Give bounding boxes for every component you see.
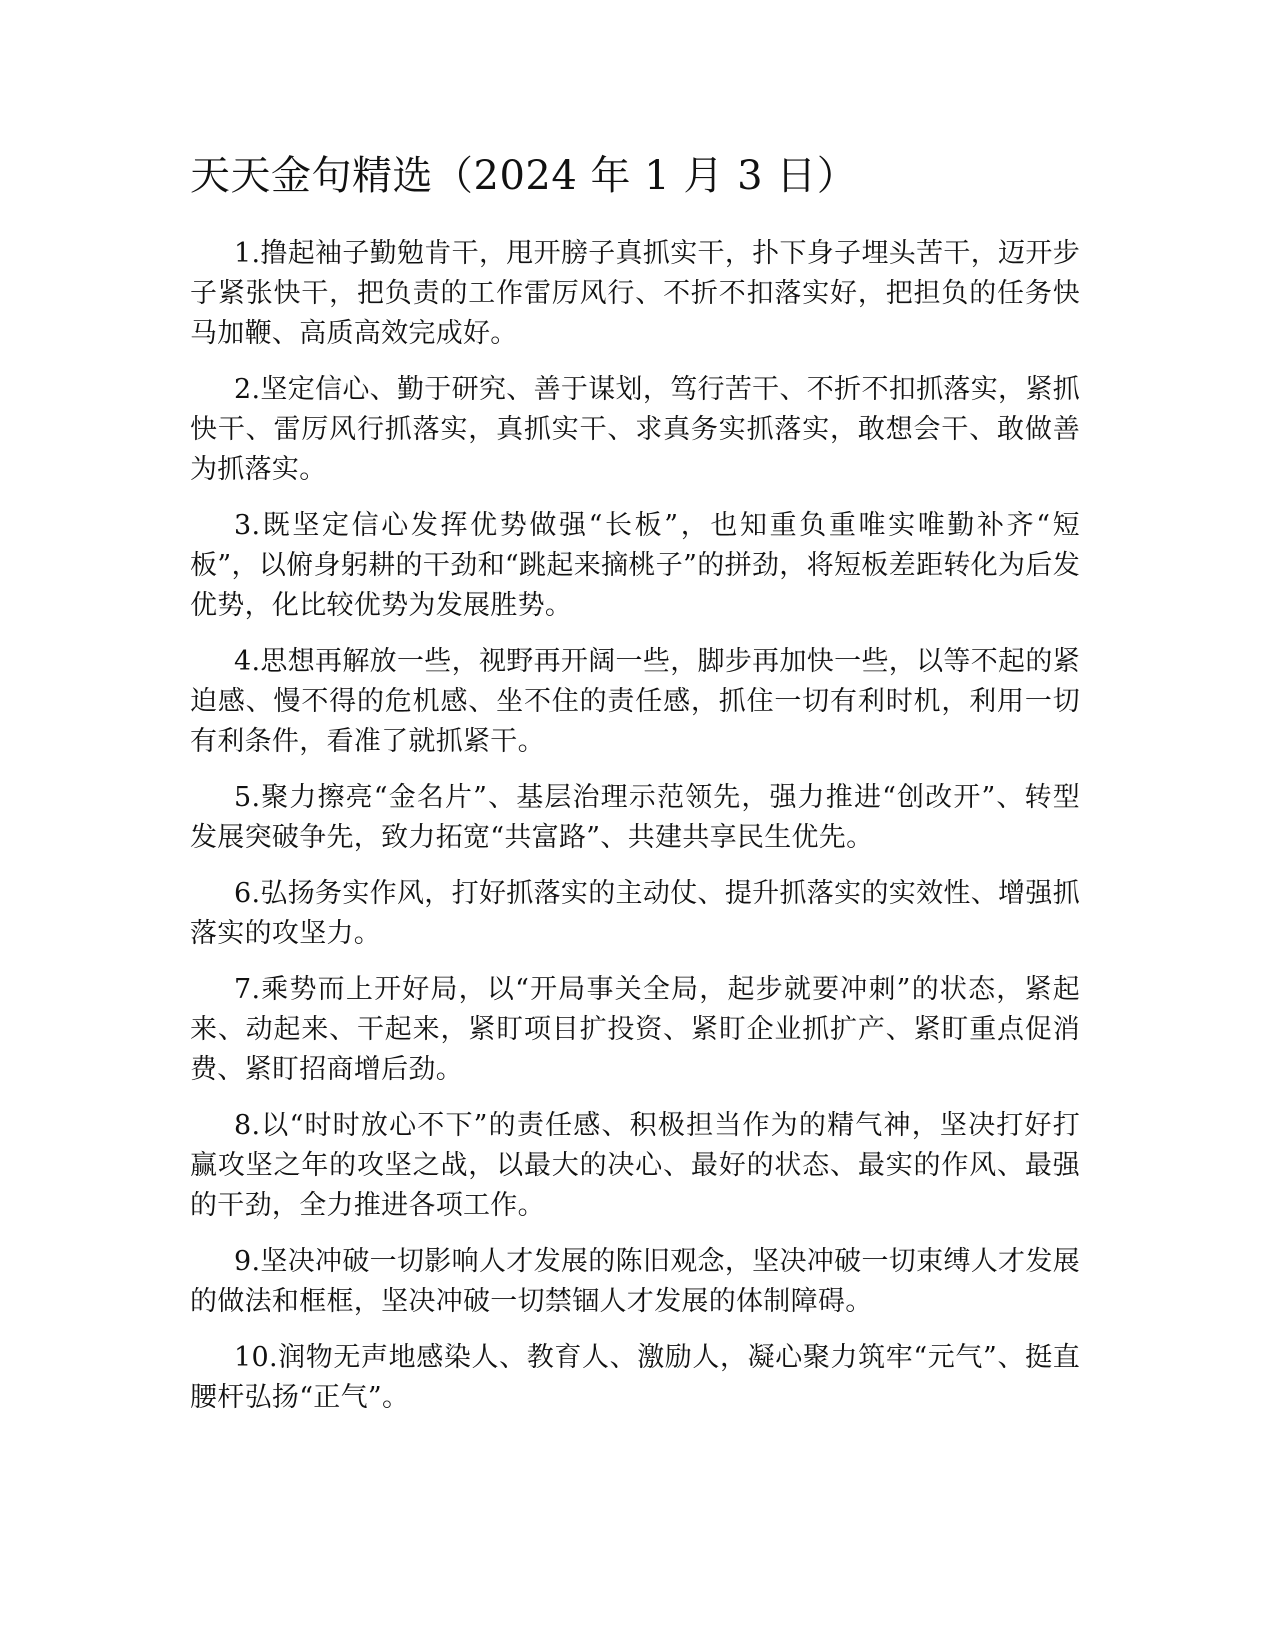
quote-paragraph-3: 3.既坚定信心发挥优势做强“长板”，也知重负重唯实唯勤补齐“短板”，以俯身躬耕的干劲和“跳起来摘桃子”的拼劲，将短板差距转化为后发优势，化比较优势为发展胜势。 xyxy=(190,510,1080,621)
page-title: 天天金句精选（2024 年 1 月 3 日） xyxy=(190,153,858,199)
quote-paragraph-2: 2.坚定信心、勤于研究、善于谋划，笃行苦干、不折不扣抓落实，紧抓快干、雷厉风行抓落实，真抓实干、求真务实抓落实，敢想会干、敢做善为抓落实。 xyxy=(190,374,1080,485)
quote-paragraph-8: 8.以“时时放心不下”的责任感、积极担当作为的精气神，坚决打好打赢攻坚之年的攻坚之战，以最大的决心、最好的状态、最实的作风、最强的干劲，全力推进各项工作。 xyxy=(190,1110,1080,1221)
quote-paragraph-5: 5.聚力擦亮“金名片”、基层治理示范领先，强力推进“创改开”、转型发展突破争先，致力拓宽“共富路”、共建共享民生优先。 xyxy=(190,782,1080,853)
quote-paragraph-1: 1.撸起袖子勤勉肯干，甩开膀子真抓实干，扑下身子埋头苦干，迈开步子紧张快干，把负责的工作雷厉风行、不折不扣落实好，把担负的任务快马加鞭、高质高效完成好。 xyxy=(190,238,1080,349)
document-page xyxy=(190,148,1080,1434)
quote-paragraph-9: 9.坚决冲破一切影响人才发展的陈旧观念，坚决冲破一切束缚人才发展的做法和框框，坚决冲破一切禁锢人才发展的体制障碍。 xyxy=(190,1246,1080,1317)
quote-paragraph-10: 10.润物无声地感染人、教育人、激励人，凝心聚力筑牢“元气”、挺直腰杆弘扬“正气”。 xyxy=(190,1342,1080,1413)
quote-paragraph-4: 4.思想再解放一些，视野再开阔一些，脚步再加快一些，以等不起的紧迫感、慢不得的危机感、坐不住的责任感，抓住一切有利时机，利用一切有利条件，看准了就抓紧干。 xyxy=(190,646,1080,757)
quote-paragraph-6: 6.弘扬务实作风，打好抓落实的主动仗、提升抓落实的实效性、增强抓落实的攻坚力。 xyxy=(190,878,1080,949)
quote-paragraph-7: 7.乘势而上开好局，以“开局事关全局，起步就要冲刺”的状态，紧起来、动起来、干起来，紧盯项目扩投资、紧盯企业抓扩产、紧盯重点促消费、紧盯招商增后劲。 xyxy=(190,974,1080,1085)
